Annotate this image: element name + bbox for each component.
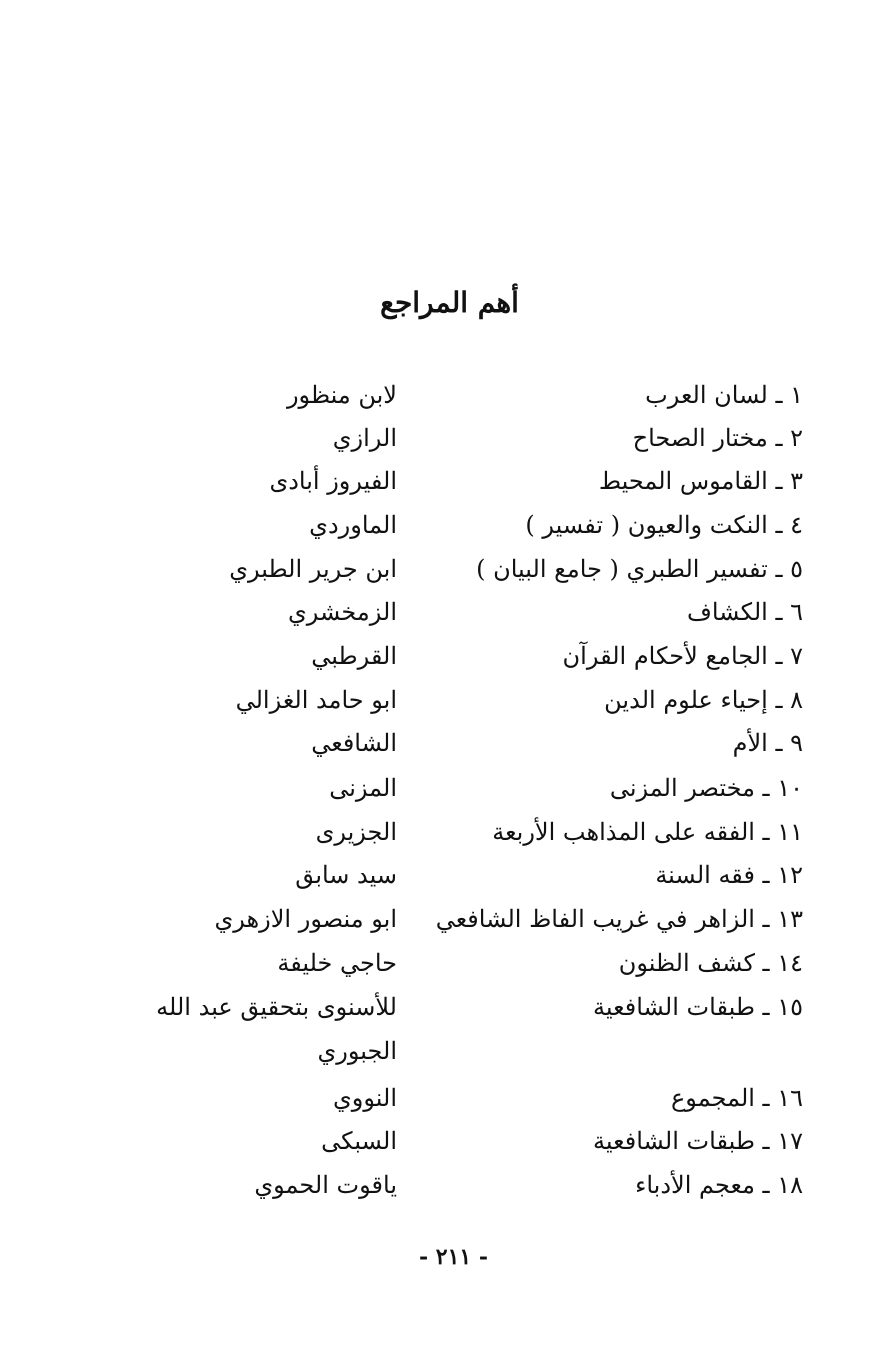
reference-title: ٣ ـ القاموس المحيط xyxy=(598,467,803,495)
reference-author: حاجي خليفة xyxy=(277,949,397,977)
reference-author: ابن جرير الطبري xyxy=(229,555,397,583)
reference-author: القرطبي xyxy=(311,642,397,670)
reference-title: ١٥ ـ طبقات الشافعية xyxy=(593,993,803,1021)
references-list xyxy=(0,374,891,1214)
reference-author: الماوردي xyxy=(309,511,397,539)
reference-author: الفيروز أبادى xyxy=(269,467,397,495)
reference-title: ٧ ـ الجامع لأحكام القرآن xyxy=(562,642,803,670)
reference-title: ١٤ ـ كشف الظنون xyxy=(618,949,803,977)
reference-author: سيد سابق xyxy=(295,861,397,889)
list-item xyxy=(0,374,891,417)
reference-author: للأسنوى بتحقيق عبد الله xyxy=(156,993,397,1021)
reference-title: ٨ ـ إحياء علوم الدين xyxy=(604,686,803,714)
list-item xyxy=(0,504,891,547)
list-item xyxy=(0,898,891,941)
list-item xyxy=(0,986,891,1029)
reference-author: الجبوري xyxy=(317,1037,397,1065)
reference-author: النووي xyxy=(333,1084,397,1112)
list-item xyxy=(0,1164,891,1207)
list-item xyxy=(0,942,891,985)
list-item xyxy=(0,548,891,591)
list-item xyxy=(0,679,891,722)
reference-author: الزمخشري xyxy=(287,598,397,626)
page-title: أهم المراجع xyxy=(380,286,519,319)
list-item xyxy=(0,591,891,634)
reference-author: المزنى xyxy=(329,774,397,802)
reference-title: ١ ـ لسان العرب xyxy=(645,381,803,409)
reference-author: الشافعي xyxy=(311,729,397,757)
list-item xyxy=(0,417,891,460)
list-item xyxy=(0,722,891,765)
reference-title: ٦ ـ الكشاف xyxy=(686,598,803,626)
reference-title: ١٦ ـ المجموع xyxy=(670,1084,803,1112)
reference-title: ١٢ ـ فقه السنة xyxy=(655,861,803,889)
reference-title: ٩ ـ الأم xyxy=(732,729,803,757)
reference-author: ياقوت الحموي xyxy=(254,1171,397,1199)
list-item xyxy=(0,811,891,854)
list-item xyxy=(0,1120,891,1163)
reference-title: ٥ ـ تفسير الطبري ( جامع البيان ) xyxy=(476,555,803,583)
reference-author: ابو منصور الازهري xyxy=(214,905,397,933)
reference-author: الرازي xyxy=(332,424,397,452)
reference-title: ١٠ ـ مختصر المزنى xyxy=(609,774,803,802)
list-item xyxy=(0,460,891,503)
list-item xyxy=(0,854,891,897)
reference-title: ١٣ ـ الزاهر في غريب الفاظ الشافعي xyxy=(435,905,803,933)
list-item xyxy=(0,767,891,810)
page-number: - ٢١١ - xyxy=(418,1244,489,1270)
reference-title: ٤ ـ النكت والعيون ( تفسير ) xyxy=(525,511,803,539)
reference-title: ١٨ ـ معجم الأدباء xyxy=(635,1171,803,1199)
reference-author: الجزيرى xyxy=(315,818,397,846)
reference-author: السبكى xyxy=(321,1127,397,1155)
list-item xyxy=(0,1077,891,1120)
reference-title: ٢ ـ مختار الصحاح xyxy=(632,424,803,452)
list-item xyxy=(0,1030,891,1073)
reference-title: ١٧ ـ طبقات الشافعية xyxy=(593,1127,803,1155)
list-item xyxy=(0,635,891,678)
reference-author: لابن منظور xyxy=(286,381,397,409)
reference-author: ابو حامد الغزالي xyxy=(235,686,397,714)
reference-title: ١١ ـ الفقه على المذاهب الأربعة xyxy=(492,818,803,846)
